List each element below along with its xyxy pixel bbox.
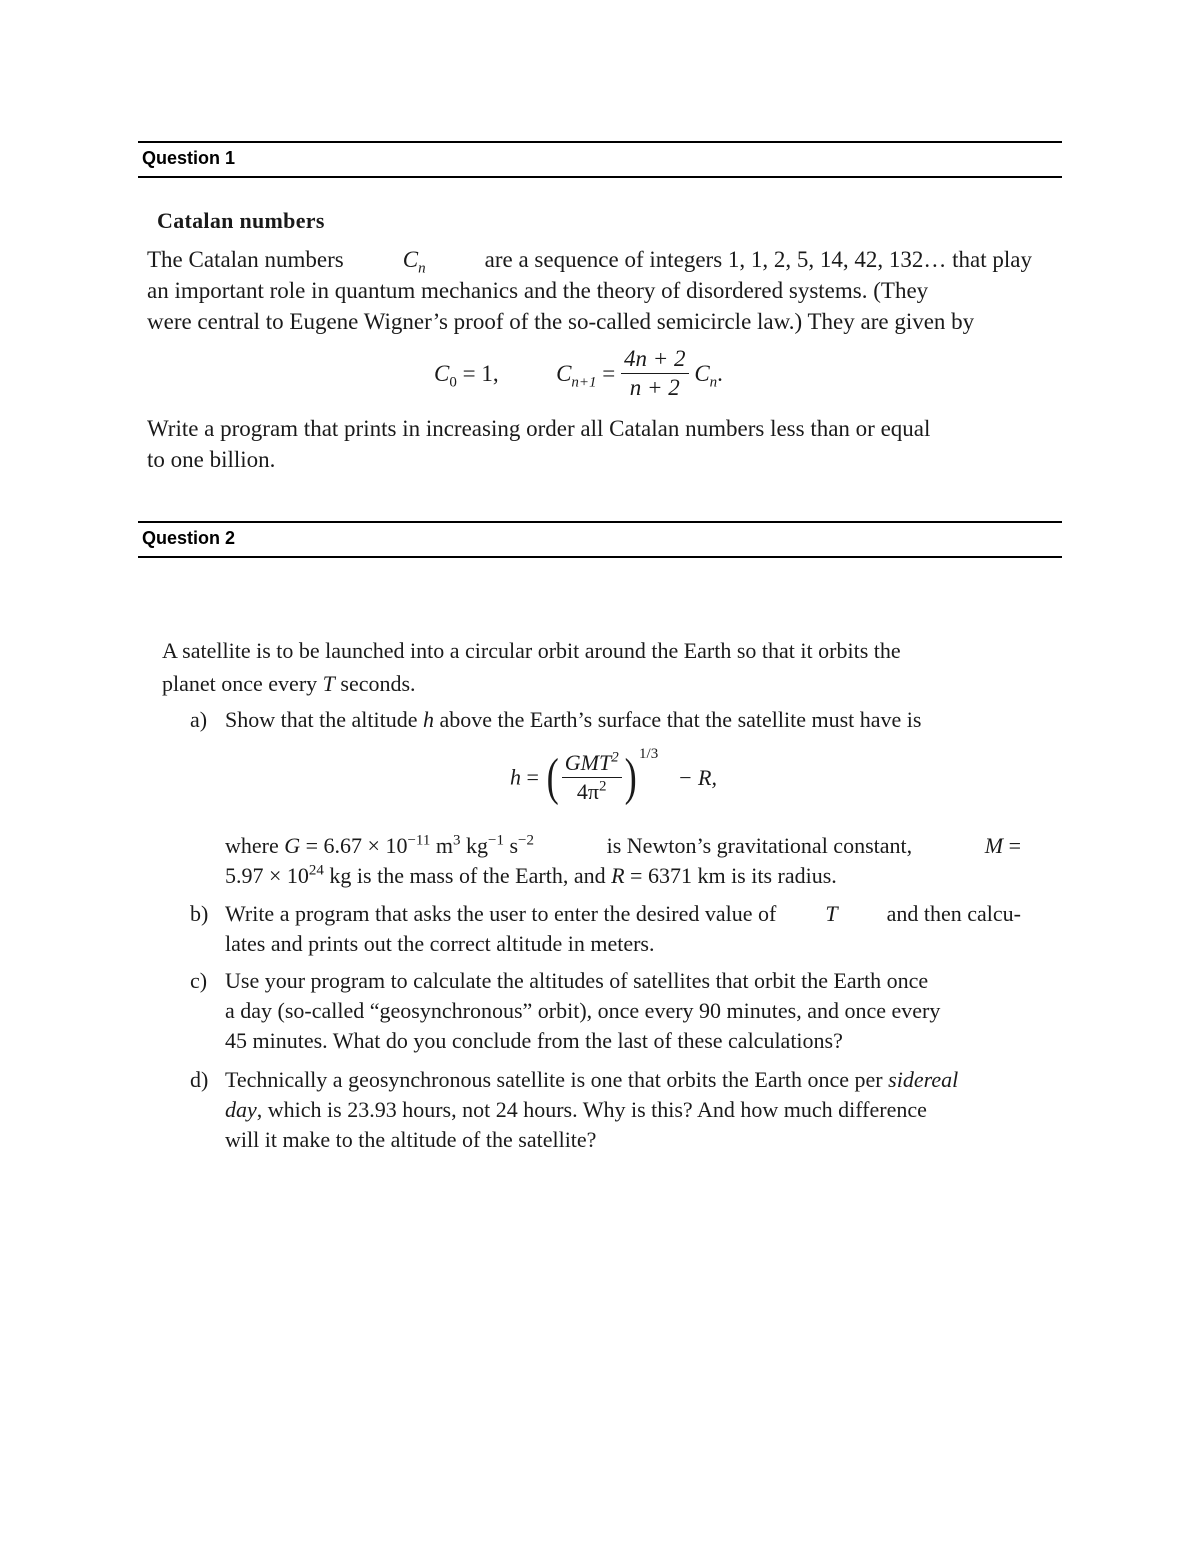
part-d-label: d) (190, 1067, 209, 1092)
right-paren: ) (624, 748, 637, 806)
q1-intro-line-2: an important role in quantum mechanics and the theory of disordered systems. (They (147, 278, 929, 303)
q1-intro-line-3: were central to Eugene Wigner’s proof of the so-called semicircle law.) They are given by (147, 309, 975, 334)
part-a-where-line-2: $5.97 \times 10^{24}$ kg is the mass of the Earth, and R = 6371 km is its radius. (225, 862, 837, 888)
q1-task-line-1: Write a program that prints in increasing order all Catalan numbers less than or equal (147, 416, 931, 441)
part-d-text: Technically a geosynchronous satellite is one that orbits the Earth once per sidereal day, which is 23.93 hours, not 24 hours. Why is this? And how much difference will it make to the altitude of the satellite? (225, 1067, 959, 1152)
catalan-fraction: $\frac{4n + 2}{n + 2}$ (621, 346, 689, 401)
part-c-label: c) (190, 968, 208, 993)
q1-bottom-rule (138, 176, 1062, 178)
q1-task (147, 413, 1032, 475)
part-b-label: b) (190, 901, 209, 926)
q1-intro (147, 244, 1032, 337)
q2-top-rule (138, 521, 1062, 523)
q2-bottom-rule (138, 556, 1062, 558)
q1-title: Catalan numbers (157, 208, 325, 233)
q1-top-rule (138, 141, 1062, 143)
part-a-where (225, 831, 1021, 891)
altitude-fraction: $\frac{GMT^2}{4\pi^2}$ (562, 750, 622, 805)
part-a-where-line-1: where $G = 6.67 \times 10^{-11}$ $m^3$ $kg^{-1}$ $s^{-2}$ is Newton’s gravitational constant, M = (225, 832, 1021, 858)
q1-heading: Question 1 (142, 148, 236, 168)
q2-heading: Question 2 (142, 528, 236, 548)
part-c-text: Use your program to calculate the altitudes of satellites that orbit the Earth once a day (so-called “geosynchronous” orbit), once every 90 minutes, and once every 45 minutes. What do you conclude from the last of these calculations? (225, 968, 941, 1053)
q2-intro-line-2: planet once every T seconds. (162, 671, 416, 696)
altitude-formula: h = ( $\frac{GMT^2}{4\pi^2}$ ) 1/3 − R, (510, 746, 717, 806)
exponent: 1/3 (639, 746, 659, 762)
q2-intro (162, 634, 1020, 700)
catalan-recurrence: $C_0 = 1$, $C_{n+1}$ = $\frac{4n + 2}{n + 2}$ $C_n$. (434, 346, 723, 400)
part-b-text: Write a program that asks the user to enter the desired value of T and then calcu- lates and prints out the correct altitude in meters. (225, 901, 1021, 956)
q1-task-line-2: to one billion. (147, 447, 276, 472)
q2-intro-line-1: A satellite is to be launched into a circular orbit around the Earth so that it orbits the (162, 638, 901, 663)
part-a-label: a) (190, 707, 208, 732)
left-paren: ( (547, 748, 560, 806)
q1-intro-line-1: The Catalan numbers $C_n$ are a sequence of integers 1, 1, 2, 5, 14, 42, 132… that play (147, 247, 1032, 277)
part-a-text: Show that the altitude h above the Earth’s surface that the satellite must have is (225, 707, 922, 732)
